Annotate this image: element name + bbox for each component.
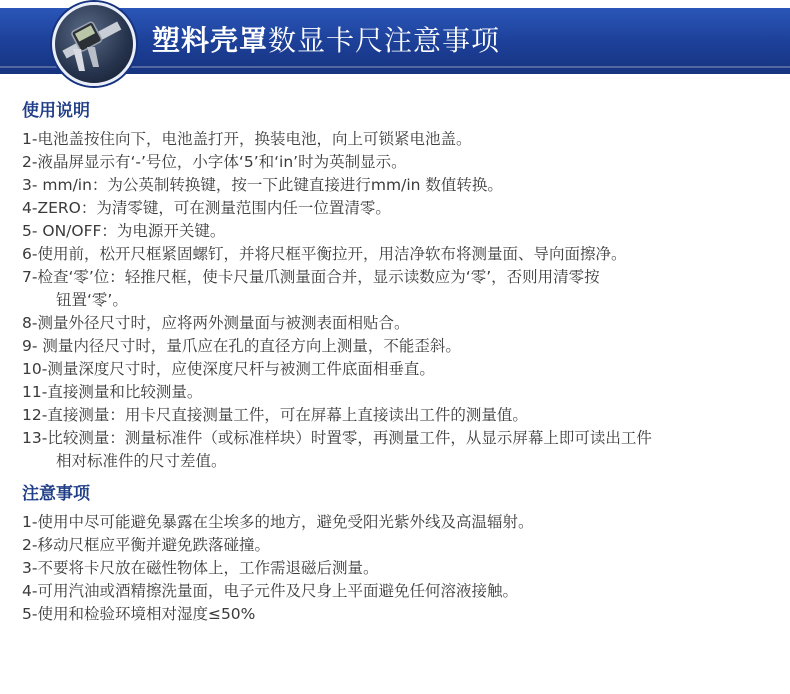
notes-item-4: 4-可用汽油或酒精擦洗量面，电子元件及尺身上平面避免任何溶液接触。: [22, 582, 518, 600]
usage-item-1: 1-电池盖按住向下，电池盖打开，换装电池，向上可锁紧电池盖。: [22, 130, 472, 148]
usage-item-7-line2: 钮置‘零’。: [56, 291, 128, 309]
usage-item-5: 5- ON/OFF：为电源开关键。: [22, 222, 226, 240]
usage-item-12: 12-直接测量：用卡尺直接测量工件，可在屏幕上直接读出工件的测量值。: [22, 406, 528, 424]
content: [0, 82, 790, 626]
usage-item-7: [22, 266, 768, 312]
header-banner: [0, 0, 790, 82]
usage-item-13-line1: 13-比较测量：测量标准件（或标准样块）时置零，再测量工件，从显示屏幕上即可读出工件: [22, 429, 652, 447]
usage-list: [22, 128, 768, 473]
usage-item-7-line1: 7-检查‘零’位：轻推尺框，使卡尺量爪测量面合并，显示读数应为‘零’，否则用清零按: [22, 268, 600, 286]
caliper-icon: [52, 2, 136, 86]
usage-item-11: 11-直接测量和比较测量。: [22, 383, 203, 401]
usage-item-3: 3- mm/in：为公英制转换键，按一下此键直接进行mm/in 数值转换。: [22, 176, 503, 194]
page-title: [152, 24, 500, 58]
usage-item-9: 9- 测量内径尺寸时，量爪应在孔的直径方向上测量，不能歪斜。: [22, 337, 461, 355]
notes-item-1: 1-使用中尽可能避免暴露在尘埃多的地方，避免受阳光紫外线及高温辐射。: [22, 513, 534, 531]
notes-item-2: 2-移动尺框应平衡并避免跌落碰撞。: [22, 536, 270, 554]
usage-item-10: 10-测量深度尺寸时，应使深度尺杆与被测工件底面相垂直。: [22, 360, 435, 378]
usage-item-13-line2: 相对标准件的尺寸差值。: [56, 452, 227, 470]
usage-item-13: [22, 427, 768, 473]
title-rest-part: 数显卡尺注意事项: [268, 24, 501, 57]
notes-heading: 注意事项: [22, 484, 90, 504]
usage-heading: 使用说明: [22, 101, 90, 121]
notes-list: [22, 511, 768, 626]
title-bold-part: 塑料壳罩: [152, 24, 269, 57]
usage-item-2: 2-液晶屏显示有‘-’号位，小字体‘5’和‘in’时为英制显示。: [22, 153, 407, 171]
usage-item-4: 4-ZERO：为清零键，可在测量范围内任一位置清零。: [22, 199, 391, 217]
notes-item-5: 5-使用和检验环境相对湿度≤50%: [22, 605, 256, 623]
notes-item-3: 3-不要将卡尺放在磁性物体上，工作需退磁后测量。: [22, 559, 379, 577]
usage-item-8: 8-测量外径尺寸时，应将两外测量面与被测表面相贴合。: [22, 314, 410, 332]
usage-item-6: 6-使用前，松开尺框紧固螺钉，并将尺框平衡拉开，用洁净软布将测量面、导向面擦净。: [22, 245, 627, 263]
